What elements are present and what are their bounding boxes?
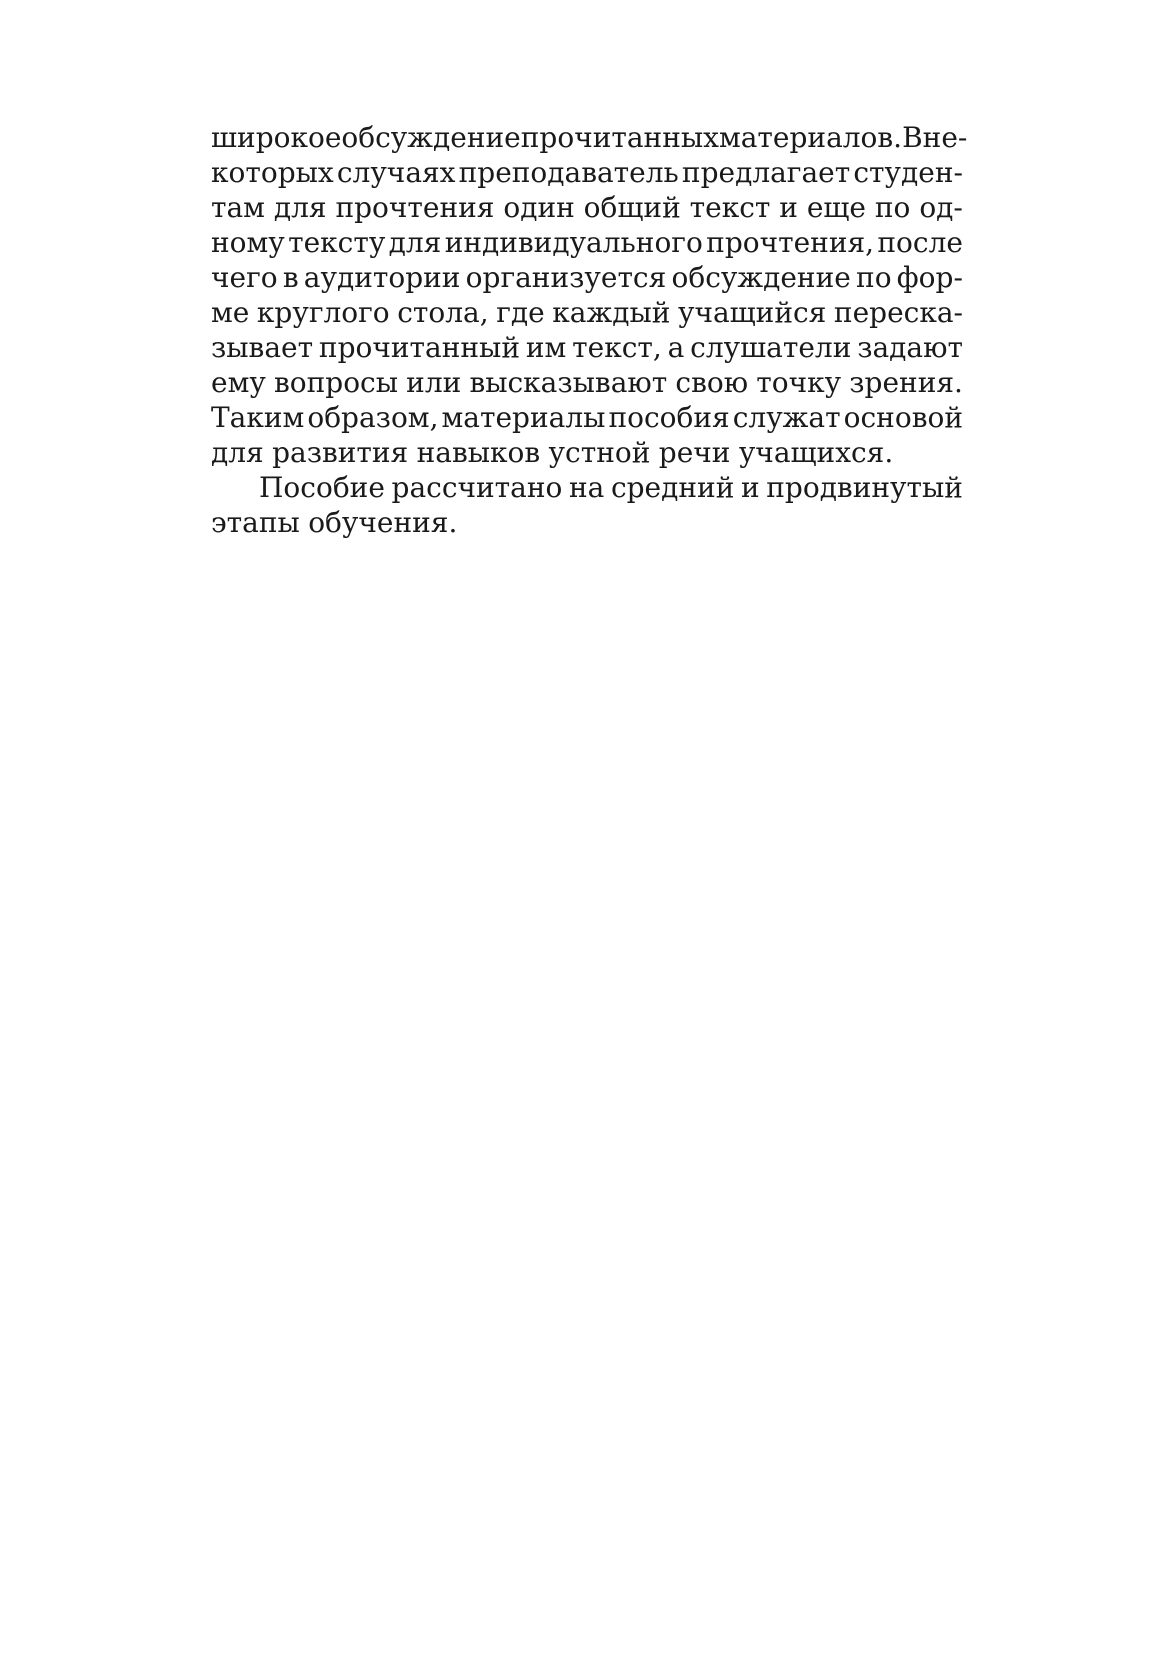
text-line: ме круглого стола, где каждый учащийся переска- [211, 296, 963, 329]
text-line: этапы обучения. [211, 506, 458, 539]
text-line: широкое обсуждение прочитанных материалов. В не- [211, 121, 968, 154]
text-line: там для прочтения один общий текст и еще по од- [211, 191, 963, 224]
text-line: Пособие рассчитано на средний и продвинутый [259, 471, 963, 504]
text-line: ему вопросы или высказывают свою точку зрения. [211, 366, 963, 399]
text-line: для развития навыков устной речи учащихся. [211, 436, 894, 469]
text-line: Таким образом, материалы пособия служат основой [211, 401, 963, 434]
body-text [211, 120, 968, 540]
text-line: ному тексту для индивидуального прочтения, после [211, 226, 963, 259]
text-line: зывает прочитанный им текст, а слушатели задают [211, 331, 963, 364]
text-line: чего в аудитории организуется обсуждение по фор- [211, 261, 963, 294]
text-line: которых случаях преподаватель предлагает студен- [211, 156, 963, 189]
